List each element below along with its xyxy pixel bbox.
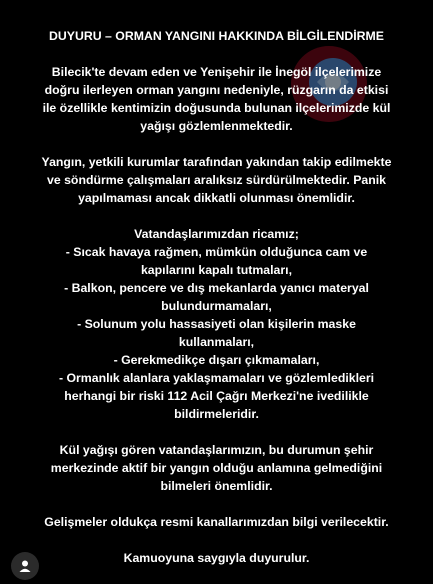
- closing-line: Kamuoyuna saygıyla duyurulur.: [123, 551, 310, 565]
- user-avatar-icon: [18, 559, 32, 573]
- announcement-title: DUYURU – ORMAN YANGINI HAKKINDA BİLGİLENDİRME: [49, 29, 384, 43]
- list-item: - Ormanlık alanlara yaklaşmamaları ve gözlemledikleri herhangi bir riski 112 Acil Çağrı Merkezi'ne ivedilikle bildirmeleridir.: [58, 371, 375, 421]
- paragraph-updates: Gelişmeler oldukça resmi kanallarımızdan bilgi verilecektir.: [44, 515, 389, 529]
- paragraph-fire-status: Yangın, yetkili kurumlar tarafından yakından takip edilmekte ve söndürme çalışmaları aralıksız sürdürülmektedir. Panik yapılmaması ancak dikkatli olunması önemlidir.: [41, 155, 392, 205]
- request-list-intro: Vatandaşlarımızdan ricamız;: [134, 227, 299, 241]
- profile-button[interactable]: [11, 552, 39, 580]
- list-item: - Balkon, pencere ve dış mekanlarda yanıcı materyal bulundurmamaları,: [64, 281, 369, 313]
- list-item: - Solunum yolu hassasiyeti olan kişilerin maske kullanmaları,: [77, 317, 356, 349]
- request-list: [18, 243, 415, 423]
- paragraph-ash-fall: Bilecik'te devam eden ve Yenişehir ile İnegöl ilçelerimize doğru ilerleyen orman yangını nedeniyle, rüzgarın da etkisi ile özellikle kentimizin doğusunda bulunan ilçelerimizde kül yağışı gözlemlenmektedir.: [42, 65, 391, 133]
- list-item: - Sıcak havaya rağmen, mümkün olduğunca cam ve kapılarını kapalı tutmaları,: [65, 245, 368, 277]
- paragraph-city-center: Kül yağışı gören vatandaşlarımızın, bu durumun şehir merkezinde aktif bir yangın olduğu anlamına gelmediğini bilmeleri önemlidir.: [50, 443, 383, 493]
- announcement-body: [18, 27, 415, 584]
- list-item: - Gerekmedikçe dışarı çıkmamaları,: [113, 353, 320, 367]
